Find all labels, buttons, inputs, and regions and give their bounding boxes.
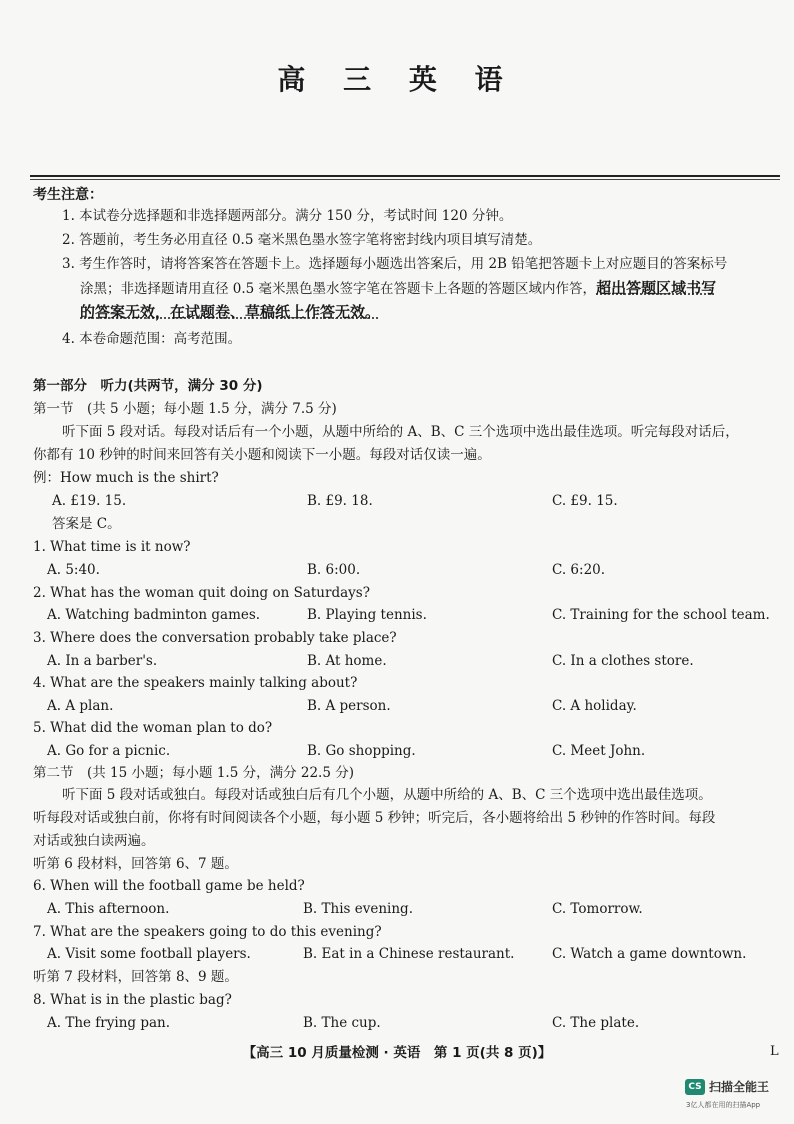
question-8-option-a: A. The frying pan. — [47, 1015, 171, 1031]
question-1-option-a: A. 5:40. — [47, 562, 100, 578]
header-divider — [30, 175, 780, 177]
camscanner-logo-icon: CS — [685, 1079, 705, 1095]
question-8-option-b: B. The cup. — [303, 1015, 381, 1031]
scanner-app-name: 扫描全能王 — [709, 1080, 770, 1094]
section2-instruction-1: 听下面 5 段对话或独白。每段对话或独白后有几个小题，从题中所给的 A、B、C 三个选项中选出最佳选项。 — [62, 787, 712, 803]
question-4-option-a: A. A plan. — [47, 698, 114, 714]
question-3: 3. Where does the conversation probably take place? — [33, 630, 397, 646]
notice-item-3-text: 涂黑；非选择题请用直径 0.5 毫米黑色墨水签字笔在答题卡上各题的答题区域内作答， — [80, 281, 597, 297]
notice-emphasis-1: 超出答题区域书写 — [596, 279, 717, 297]
question-8: 8. What is in the plastic bag? — [33, 992, 232, 1008]
corner-mark: L — [770, 1044, 779, 1059]
section1-heading: 第一节 (共 5 小题；每小题 1.5 分，满分 7.5 分) — [33, 401, 337, 417]
header-divider-thin — [30, 179, 780, 180]
question-6-option-a: A. This afternoon. — [47, 901, 170, 917]
section1-instruction-2: 你都有 10 秒钟的时间来回答有关小题和阅读下一小题。每段对话仅读一遍。 — [33, 447, 491, 463]
notice-item-3: 3. 考生作答时，请将答案答在答题卡上。选择题每小题选出答案后，用 2B 铅笔把答题卡上对应题目的答案标号 — [62, 256, 728, 272]
example-option-c: C. £9. 15. — [552, 493, 618, 509]
question-4: 4. What are the speakers mainly talking about? — [33, 675, 358, 691]
question-3-option-b: B. At home. — [307, 653, 387, 669]
question-2: 2. What has the woman quit doing on Saturdays? — [33, 585, 370, 601]
notice-emphasis-2: 的答案无效，在试题卷、草稿纸上作答无效。 — [80, 303, 381, 321]
question-3-option-a: A. In a barber's. — [47, 653, 158, 669]
page-title: 高 三 英 语 — [277, 63, 517, 96]
question-5-option-c: C. Meet John. — [552, 743, 646, 759]
question-3-option-c: C. In a clothes store. — [552, 653, 694, 669]
question-5-option-b: B. Go shopping. — [307, 743, 416, 759]
section2-heading: 第二节 (共 15 小题；每小题 1.5 分，满分 22.5 分) — [33, 765, 354, 781]
question-8-option-c: C. The plate. — [552, 1015, 640, 1031]
example-question: 例：How much is the shirt? — [33, 470, 219, 486]
question-2-option-c: C. Training for the school team. — [552, 607, 770, 623]
question-6-option-c: C. Tomorrow. — [552, 901, 643, 917]
question-1: 1. What time is it now? — [33, 539, 191, 555]
example-answer: 答案是 C。 — [52, 516, 121, 532]
scanner-tagline: 3亿人都在用的扫描App — [686, 1101, 761, 1109]
page-footer: 【高三 10 月质量检测 · 英语 第 1 页(共 8 页)】 — [242, 1045, 552, 1061]
material-6-heading: 听第 6 段材料，回答第 6、7 题。 — [33, 856, 238, 872]
notice-item-4: 4. 本卷命题范围：高考范围。 — [62, 331, 242, 347]
notice-item-1: 1. 本试卷分选择题和非选择题两部分。满分 150 分，考试时间 120 分钟。 — [62, 208, 513, 224]
question-4-option-c: C. A holiday. — [552, 698, 637, 714]
section2-instruction-2: 听每段对话或独白前，你将有时间阅读各个小题，每小题 5 秒钟；听完后，各小题将给出 5 秒钟的作答时间。每段 — [33, 810, 716, 826]
question-4-option-b: B. A person. — [307, 698, 391, 714]
question-6-option-b: B. This evening. — [303, 901, 413, 917]
question-5-option-a: A. Go for a picnic. — [47, 743, 171, 759]
question-7: 7. What are the speakers going to do this evening? — [33, 924, 382, 940]
section1-instruction-1: 听下面 5 段对话。每段对话后有一个小题，从题中所给的 A、B、C 三个选项中选出最佳选项。听完每段对话后， — [62, 424, 739, 440]
question-1-option-b: B. 6:00. — [307, 562, 361, 578]
part1-heading: 第一部分 听力(共两节，满分 30 分) — [33, 378, 263, 394]
question-1-option-c: C. 6:20. — [552, 562, 606, 578]
section2-instruction-3: 对话或独白读两遍。 — [33, 833, 155, 849]
notice-item-3-cont — [80, 277, 716, 300]
example-option-b: B. £9. 18. — [307, 493, 373, 509]
question-2-option-b: B. Playing tennis. — [307, 607, 427, 623]
example-option-a: A. £19. 15. — [52, 493, 127, 509]
question-7-option-b: B. Eat in a Chinese restaurant. — [303, 946, 515, 962]
notice-heading: 考生注意： — [33, 187, 103, 203]
notice-item-2: 2. 答题前，考生务必用直径 0.5 毫米黑色墨水签字笔将密封线内项目填写清楚。 — [62, 232, 542, 248]
material-7-heading: 听第 7 段材料，回答第 8、9 题。 — [33, 969, 238, 985]
question-7-option-c: C. Watch a game downtown. — [552, 946, 747, 962]
question-6: 6. When will the football game be held? — [33, 878, 305, 894]
question-5: 5. What did the woman plan to do? — [33, 720, 273, 736]
question-7-option-a: A. Visit some football players. — [47, 946, 251, 962]
question-2-option-a: A. Watching badminton games. — [47, 607, 261, 623]
